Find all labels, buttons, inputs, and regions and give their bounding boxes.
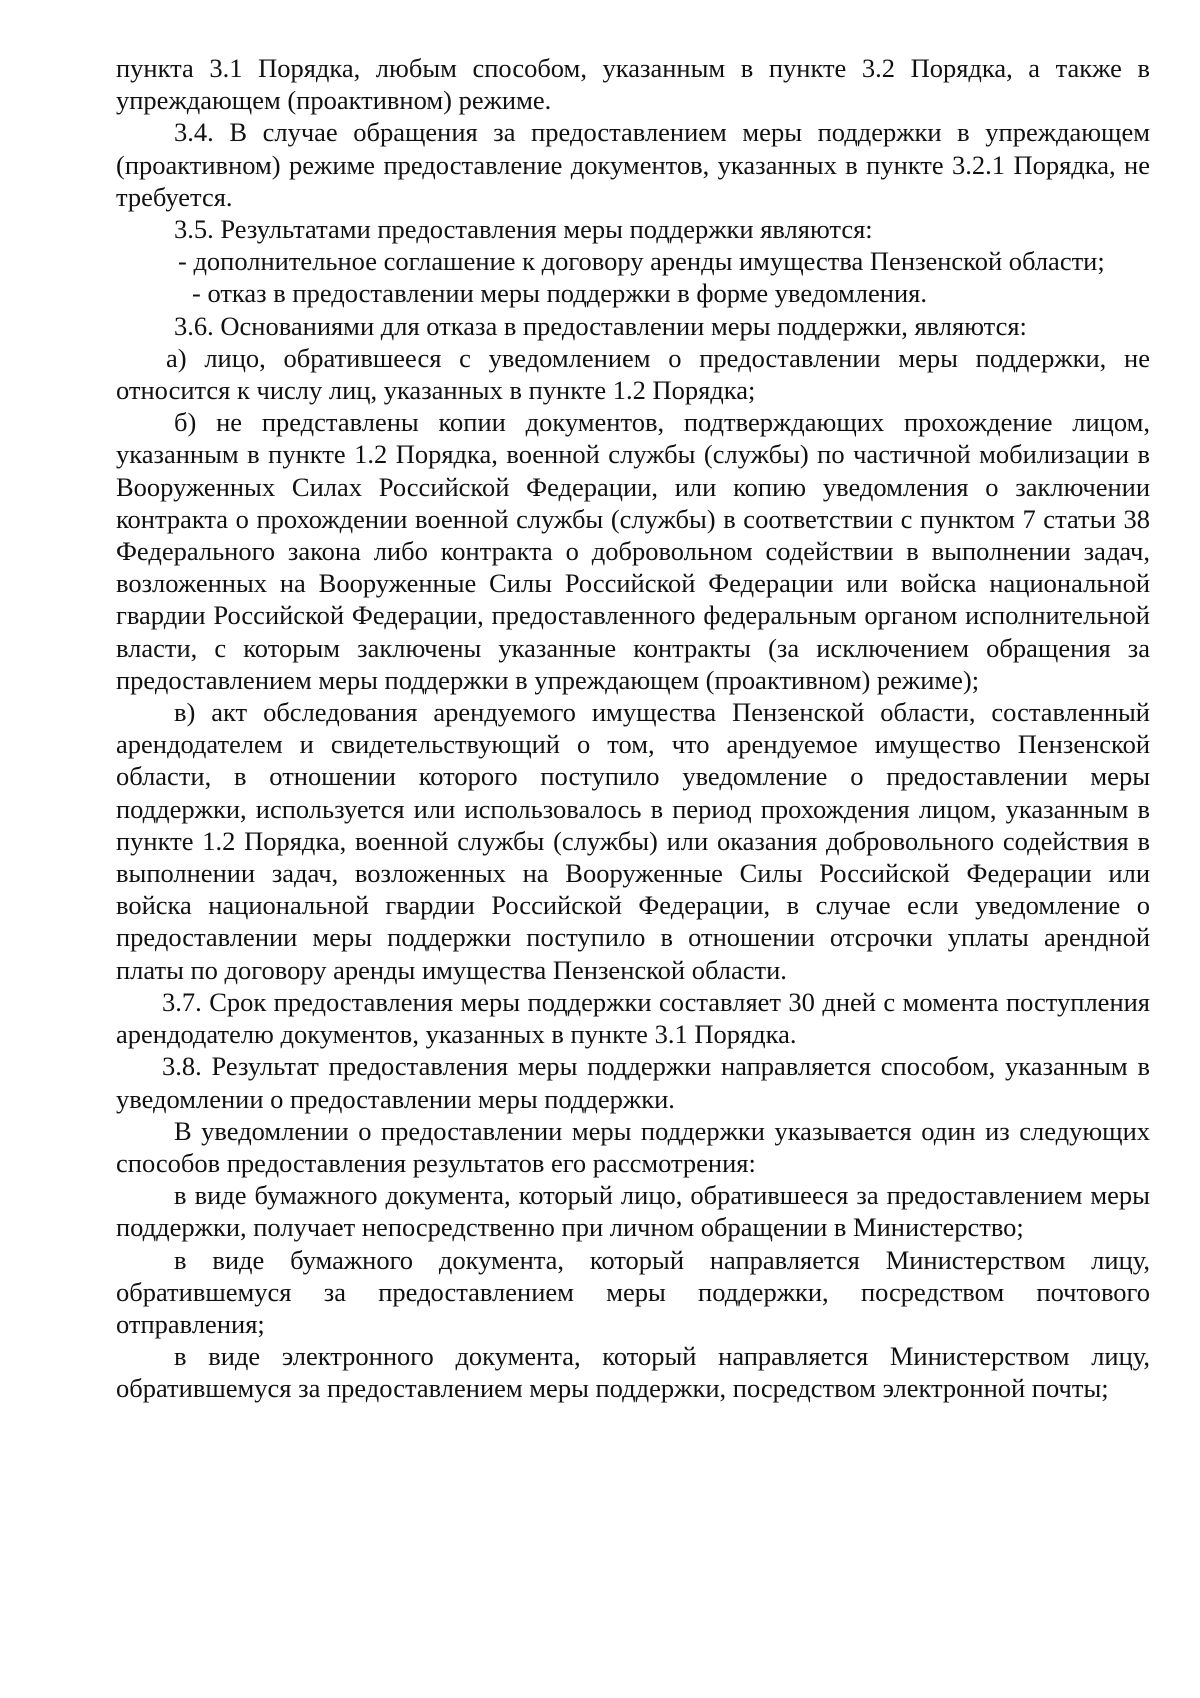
paragraph-methods-intro: В уведомлении о предоставлении меры поддержки указывается один из следующих способов предоставления результатов его рассмотрения: — [116, 1115, 1150, 1178]
paragraph-3-7: 3.7. Срок предоставления меры поддержки составляет 30 дней с момента поступления арендодателю документов, указанных в пункте 3.1 Порядка. — [116, 986, 1150, 1050]
paragraph-3-5: 3.5. Результатами предоставления меры поддержки являются: — [174, 214, 873, 245]
paragraph-continuation: пункта 3.1 Порядка, любым способом, указанным в пункте 3.2 Порядка, а также в упреждающем (проактивном) режиме. — [116, 53, 1150, 116]
document-page — [116, 52, 1150, 1405]
paragraph-3-8: 3.8. Результат предоставления меры поддержки направляется способом, указанным в уведомлении о предоставлении меры поддержки. — [116, 1051, 1150, 1114]
paragraph-result-agreement: - дополнительное соглашение к договору аренды имущества Пензенской области; — [178, 246, 1105, 277]
paragraph-method-personal: в виде бумажного документа, который лицо, обратившееся за предоставлением меры поддержки, получает непосредственно при личном обращении в Министерство; — [116, 1180, 1150, 1243]
paragraph-3-6: 3.6. Основаниями для отказа в предоставлении меры поддержки, являются: — [174, 310, 1027, 341]
paragraph-3-6-v: в) акт обследования арендуемого имущества Пензенской области, составленный арендодателем и свидетельствующий о том, что арендуемое имущество Пензенской области, в отношении которого поступило уведомление о предоставлении меры поддержки, используется или использовалось в период прохождения лицом, указанным в пункте 1.2 Порядка, военной службы (службы) или оказания добровольного содействия в выполнении задач, возложенных на Вооруженные Силы Российской Федерации или войска национальной гвардии Российской Федерации, в случае если уведомление о предоставлении меры поддержки поступило в отношении отсрочки уплаты арендной платы по договору аренды имущества Пензенской области. — [116, 697, 1150, 985]
paragraph-3-6-a: а) лицо, обратившееся с уведомлением о предоставлении меры поддержки, не относится к числу лиц, указанных в пункте 1.2 Порядка; — [116, 342, 1150, 406]
paragraph-method-email: в виде электронного документа, который направляется Министерством лицу, обратившемуся за предоставлением меры поддержки, посредством электронной почты; — [116, 1341, 1150, 1404]
paragraph-result-refusal: - отказ в предоставлении меры поддержки в форме уведомления. — [192, 278, 927, 309]
paragraph-3-6-b: б) не представлены копии документов, подтверждающих прохождение лицом, указанным в пункте 1.2 Порядка, военной службы (службы) по частичной мобилизации в Вооруженных Силах Российской Федерации, или копию уведомления о заключении контракта о прохождении военной службы (службы) в соответствии с пунктом 7 статьи 38 Федерального закона либо контракта о добровольном содействии в выполнении задач, возложенных на Вооруженные Силы Российской Федерации или войска национальной гвардии Российской Федерации, предоставленного федеральным органом исполнительной власти, с которым заключены указанные контракты (за исключением обращения за предоставлением меры поддержки в упреждающем (проактивном) режиме); — [116, 407, 1150, 695]
paragraph-method-post: в виде бумажного документа, который направляется Министерством лицу, обратившемуся за предоставлением меры поддержки, посредством почтового отправления; — [116, 1244, 1150, 1339]
paragraph-3-4: 3.4. В случае обращения за предоставлением меры поддержки в упреждающем (проактивном) режиме предоставление документов, указанных в пункте 3.2.1 Порядка, не требуется. — [116, 117, 1150, 212]
